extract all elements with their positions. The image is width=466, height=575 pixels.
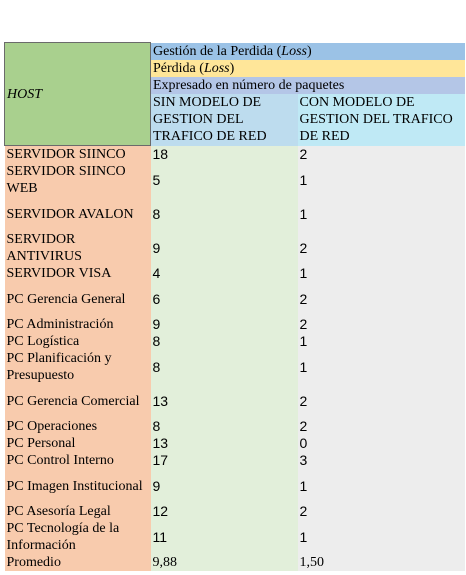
value-without-model: 8	[151, 333, 298, 350]
value-without-model: 13	[151, 435, 298, 452]
table-row	[5, 197, 465, 231]
host-name: SERVIDOR VISA	[5, 265, 151, 282]
value-without-model: 4	[151, 265, 298, 282]
value-with-model: 1	[298, 163, 465, 197]
host-name: PC Asesoría Legal	[5, 503, 151, 520]
host-name: PC Planificación y Presupuesto	[5, 350, 151, 384]
table-row	[5, 384, 465, 418]
value-without-model: 17	[151, 452, 298, 469]
table-body	[5, 146, 465, 555]
sub-title: Pérdida (Loss)	[151, 60, 465, 77]
value-without-model: 9	[151, 316, 298, 333]
table-row	[5, 231, 465, 265]
column-header-without-model: SIN MODELO DE GESTION DEL TRAFICO DE RED	[151, 94, 298, 146]
value-with-model: 3	[298, 452, 465, 469]
average-without-model: 9,88	[151, 554, 298, 571]
value-without-model: 5	[151, 163, 298, 197]
value-with-model: 2	[298, 384, 465, 418]
value-with-model: 0	[298, 435, 465, 452]
unit-label: Expresado en número de paquetes	[151, 77, 465, 94]
host-name: SERVIDOR ANTIVIRUS	[5, 231, 151, 265]
group-title: Gestión de la Perdida (Loss)	[151, 43, 465, 60]
host-name: PC Imagen Institucional	[5, 469, 151, 503]
host-column-header	[5, 43, 151, 146]
table-row	[5, 503, 465, 520]
value-without-model: 12	[151, 503, 298, 520]
value-with-model: 1	[298, 197, 465, 231]
table-row	[5, 452, 465, 469]
host-name: PC Gerencia General	[5, 282, 151, 316]
table-row	[5, 333, 465, 350]
table-row	[5, 163, 465, 197]
average-with-model: 1,50	[298, 554, 465, 571]
value-without-model: 8	[151, 418, 298, 435]
value-with-model: 2	[298, 316, 465, 333]
value-without-model: 8	[151, 350, 298, 384]
value-with-model: 2	[298, 503, 465, 520]
value-without-model: 6	[151, 282, 298, 316]
host-name: PC Gerencia Comercial	[5, 384, 151, 418]
table-row	[5, 265, 465, 282]
value-without-model: 8	[151, 197, 298, 231]
host-name: PC Administración	[5, 316, 151, 333]
host-name: SERVIDOR AVALON	[5, 197, 151, 231]
table-row	[5, 282, 465, 316]
average-label: Promedio	[5, 554, 151, 571]
value-without-model: 18	[151, 146, 298, 164]
average-row	[5, 554, 465, 571]
table-row	[5, 146, 465, 164]
host-name: PC Operaciones	[5, 418, 151, 435]
table-row	[5, 316, 465, 333]
table-row	[5, 520, 465, 554]
value-with-model: 1	[298, 350, 465, 384]
value-with-model: 1	[298, 520, 465, 554]
host-name: PC Control Interno	[5, 452, 151, 469]
table-row	[5, 418, 465, 435]
value-with-model: 2	[298, 231, 465, 265]
table-row	[5, 435, 465, 452]
host-name: PC Tecnología de la Información	[5, 520, 151, 554]
host-header-label: HOST	[7, 86, 43, 102]
packet-loss-table	[4, 42, 465, 571]
host-name: PC Logística	[5, 333, 151, 350]
value-with-model: 2	[298, 418, 465, 435]
column-header-with-model: CON MODELO DE GESTION DEL TRAFICO DE RED	[298, 94, 465, 146]
host-name: SERVIDOR SIINCO	[5, 146, 151, 164]
table-row	[5, 350, 465, 384]
value-without-model: 13	[151, 384, 298, 418]
value-with-model: 1	[298, 469, 465, 503]
value-without-model: 11	[151, 520, 298, 554]
host-name: SERVIDOR SIINCO WEB	[5, 163, 151, 197]
value-without-model: 9	[151, 231, 298, 265]
value-with-model: 1	[298, 265, 465, 282]
host-name: PC Personal	[5, 435, 151, 452]
value-with-model: 1	[298, 333, 465, 350]
table-row	[5, 469, 465, 503]
value-with-model: 2	[298, 146, 465, 164]
value-without-model: 9	[151, 469, 298, 503]
value-with-model: 2	[298, 282, 465, 316]
